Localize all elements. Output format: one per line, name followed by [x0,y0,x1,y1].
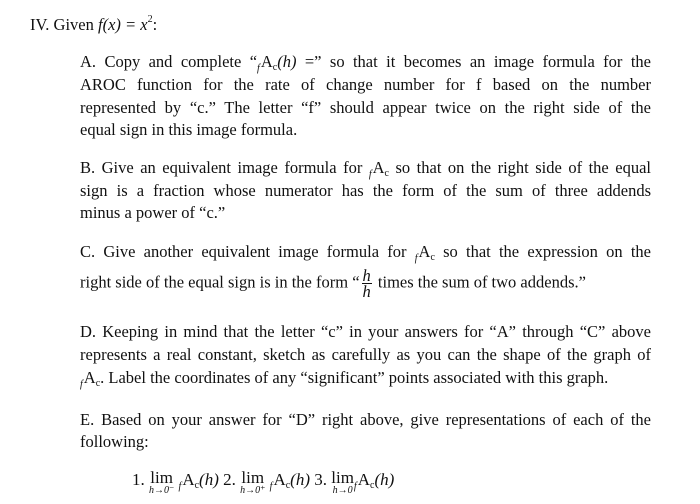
title-exp: 2 [147,14,153,25]
lim-under: h→0 [332,485,353,496]
h: (h) [374,470,395,489]
text: C. Give another equivalent image formula for [80,242,415,261]
part-b-line-3: minus a power of “c.” [80,203,226,222]
problem-title [30,10,601,35]
c: c [95,378,101,389]
c: c [369,480,375,491]
title-text: IV. Given [30,15,98,34]
part-c-line-2 [80,268,651,299]
A: A [273,470,286,489]
text: so that the expression on the [434,242,651,261]
part-c-line-1 [80,242,651,269]
num: 3. [310,470,332,489]
text: A. Copy and complete “ [80,52,258,71]
limit-item-2 [218,468,310,496]
part-a-line-4: equal sign in this image formula. [80,120,298,139]
title-f: f [97,15,103,34]
lim [240,470,265,495]
part-a-line-2: AROC function for the rate of change number for f based on the number [80,75,651,94]
limit-item-3 [310,468,395,496]
text: times the sum of two addends.” [373,272,586,292]
c: c [194,480,200,491]
title-args: (x) = x [102,15,148,34]
f: f [368,169,372,180]
aroc-term [80,368,101,390]
part-d-line-1: D. Keeping in mind that the letter “c” in your answers for “A” through “C” above [80,322,651,341]
h: (h) [290,470,310,489]
num: 1. [132,470,149,489]
A: A [182,470,195,489]
text: . Label the coordinates of any “significant” points associated with this graph. [100,368,609,387]
limit-list [132,470,700,497]
c: c [285,480,291,491]
A: A [372,158,385,177]
part-e-line-1: E. Based on your answer for “D” right above, give representations of each of the [80,410,651,429]
f: f [257,63,260,74]
text: B. Give an equivalent image formula for [80,158,369,177]
A: A [83,368,96,387]
f: f [353,481,357,492]
part-d-line-3 [80,368,651,395]
lim-word: lim [241,468,265,487]
f: f [178,481,182,492]
part-d-line-2: represents a real constant, sketch as carefully as you can the shape of the graph of [80,345,651,364]
h: (h) [277,52,297,71]
f: f [80,379,83,390]
A: A [260,52,273,71]
aroc-term [414,242,435,264]
lim [149,470,174,495]
title-colon: : [152,15,158,34]
A: A [418,242,431,261]
f: f [414,253,418,264]
lim-under: h→0⁻ [149,485,175,496]
numerator: h [362,266,371,285]
text: right side of the equal sign is in the form “ [80,272,360,292]
text: so that on the right side of the equal [388,158,651,177]
limit-item-1 [132,468,219,496]
part-e-line-2: following: [80,432,149,451]
h-over-h-fraction [362,268,372,299]
part-b-line-2: sign is a fraction whose numerator has the form of the sum of three addends [80,181,651,200]
lim-under: h→0⁺ [240,485,266,496]
c: c [430,252,435,263]
aroc-term [368,158,389,180]
A: A [357,470,370,489]
lim-word: lim [150,468,173,487]
num: 2. [218,470,241,489]
c: c [384,168,389,179]
lim [331,470,354,495]
text: =” so that it becomes an image formula for the [296,52,651,71]
denominator: h [362,282,371,301]
h: (h) [199,470,219,489]
c: c [272,62,278,73]
aroc-term [257,52,297,74]
f: f [269,481,273,492]
lim-word: lim [331,468,354,487]
part-a-line-3: represented by “c.” The letter “f” should appear twice on the right side of the [80,98,651,117]
